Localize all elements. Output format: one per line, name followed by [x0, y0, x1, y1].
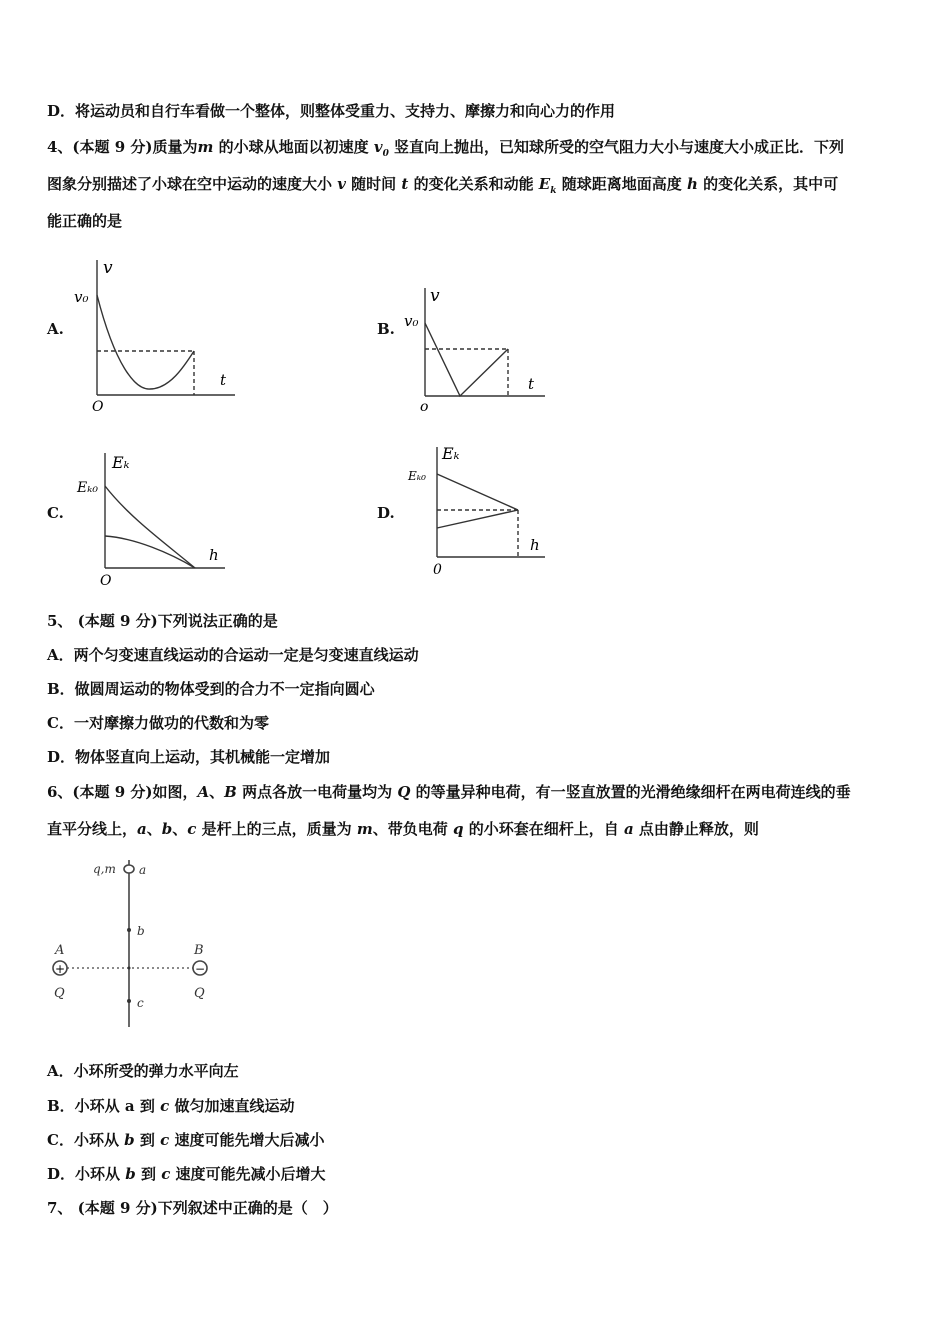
- q6-label-Q-right: Q: [194, 986, 205, 1001]
- q6-stem-line1: 6、(本题 9 分)如图，A、B 两点各放一电荷量均为 Q 的等量异种电荷，有一竖直放置的光滑绝缘细杆在两电荷连线的垂: [47, 783, 851, 801]
- q5-option-c: C．一对摩擦力做功的代数和为零: [47, 714, 269, 732]
- graph-c: [75, 448, 235, 588]
- graph-b-t-label: t: [528, 375, 535, 393]
- q6-point-b: [127, 928, 131, 932]
- graph-a-curve: [97, 295, 194, 389]
- graph-d-h-label: h: [530, 536, 540, 554]
- q4-label-d: D.: [377, 504, 395, 522]
- q6-label-B: B: [194, 943, 204, 958]
- graph-d-ek0-label: Eₖ₀: [408, 469, 426, 483]
- q3-option-d: D．将运动员和自行车看做一个整体，则整体受重力、支持力、摩擦力和向心力的作用: [47, 102, 616, 120]
- graph-c-ek-label: Eₖ: [112, 453, 130, 472]
- q6-label-b: b: [137, 924, 145, 938]
- q6-label-Q-left: Q: [54, 986, 65, 1001]
- q5-stem: 5、 (本题 9 分)下列说法正确的是: [47, 612, 278, 630]
- graph-d-line-lower: [437, 510, 518, 528]
- graph-a: [70, 255, 240, 415]
- graph-c-origin: O: [100, 573, 112, 588]
- graph-b-v-label: v: [430, 286, 440, 306]
- graph-d-line-upper: [437, 474, 518, 510]
- graph-d-ek-label: Eₖ: [442, 444, 460, 463]
- graph-d: [400, 442, 550, 582]
- graph-b: [400, 283, 550, 413]
- graph-c-curve-upper: [105, 486, 195, 568]
- q4-label-c: C.: [47, 504, 64, 522]
- q6-label-a: a: [139, 863, 147, 877]
- q6-option-d: D．小环从 b 到 c 速度可能先减小后增大: [47, 1165, 326, 1183]
- q5-option-b: B．做圆周运动的物体受到的合力不一定指向圆心: [47, 680, 375, 698]
- q6-label-A: A: [55, 943, 65, 958]
- q7-stem: 7、 (本题 9 分)下列叙述中正确的是（ ）: [47, 1199, 338, 1217]
- q5-option-a: A．两个匀变速直线运动的合运动一定是匀变速直线运动: [47, 646, 419, 664]
- graph-a-origin: O: [92, 399, 104, 415]
- q6-ring: [124, 865, 134, 873]
- q6-point-c: [127, 999, 131, 1003]
- q4-label-a: A.: [47, 320, 64, 338]
- q6-option-b: B．小环从 a 到 c 做匀加速直线运动: [47, 1097, 295, 1115]
- q6-minus-sign: −: [194, 962, 206, 976]
- graph-c-ek0-label: Eₖ₀: [77, 480, 98, 496]
- graph-b-v0-label: v₀: [404, 312, 419, 330]
- q4-stem-line3: 能正确的是: [47, 212, 123, 230]
- q6-figure: [45, 855, 225, 1035]
- q6-plus-sign: +: [54, 962, 66, 976]
- q4-stem-line2: 图象分别描述了小球在空中运动的速度大小 v 随时间 t 的变化关系和动能 $E_k$ 随球距离地面高度 h 的变化关系，其中可: [47, 175, 839, 196]
- graph-a-v-label: v: [103, 258, 113, 278]
- q6-label-qm: q,m: [93, 862, 116, 876]
- graph-c-curve-lower: [105, 536, 195, 568]
- graph-b-line: [425, 323, 508, 396]
- q5-option-d: D．物体竖直向上运动，其机械能一定增加: [47, 748, 331, 766]
- q4-label-b: B.: [377, 320, 395, 338]
- graph-c-h-label: h: [209, 546, 219, 564]
- q6-option-c: C．小环从 b 到 c 速度可能先增大后减小: [47, 1131, 325, 1149]
- graph-a-v0-label: v₀: [74, 288, 89, 306]
- q6-midpoint: [128, 967, 131, 970]
- q4-stem-line1: 4、(本题 9 分)质量为m 的小球从地面以初速度 $v_0$ 竖直向上抛出，已知球所受的空气阻力大小与速度大小成正比．下列: [47, 138, 845, 159]
- q6-label-c: c: [137, 996, 144, 1010]
- graph-b-origin: o: [420, 399, 429, 413]
- q6-option-a: A．小环所受的弹力水平向左: [47, 1062, 239, 1080]
- graph-a-t-label: t: [220, 371, 227, 389]
- q6-stem-line2: 直平分线上，a、b、c 是杆上的三点，质量为 m、带负电荷 q 的小环套在细杆上，自 a 点由静止释放，则: [47, 820, 759, 838]
- graph-d-origin: 0: [433, 562, 442, 578]
